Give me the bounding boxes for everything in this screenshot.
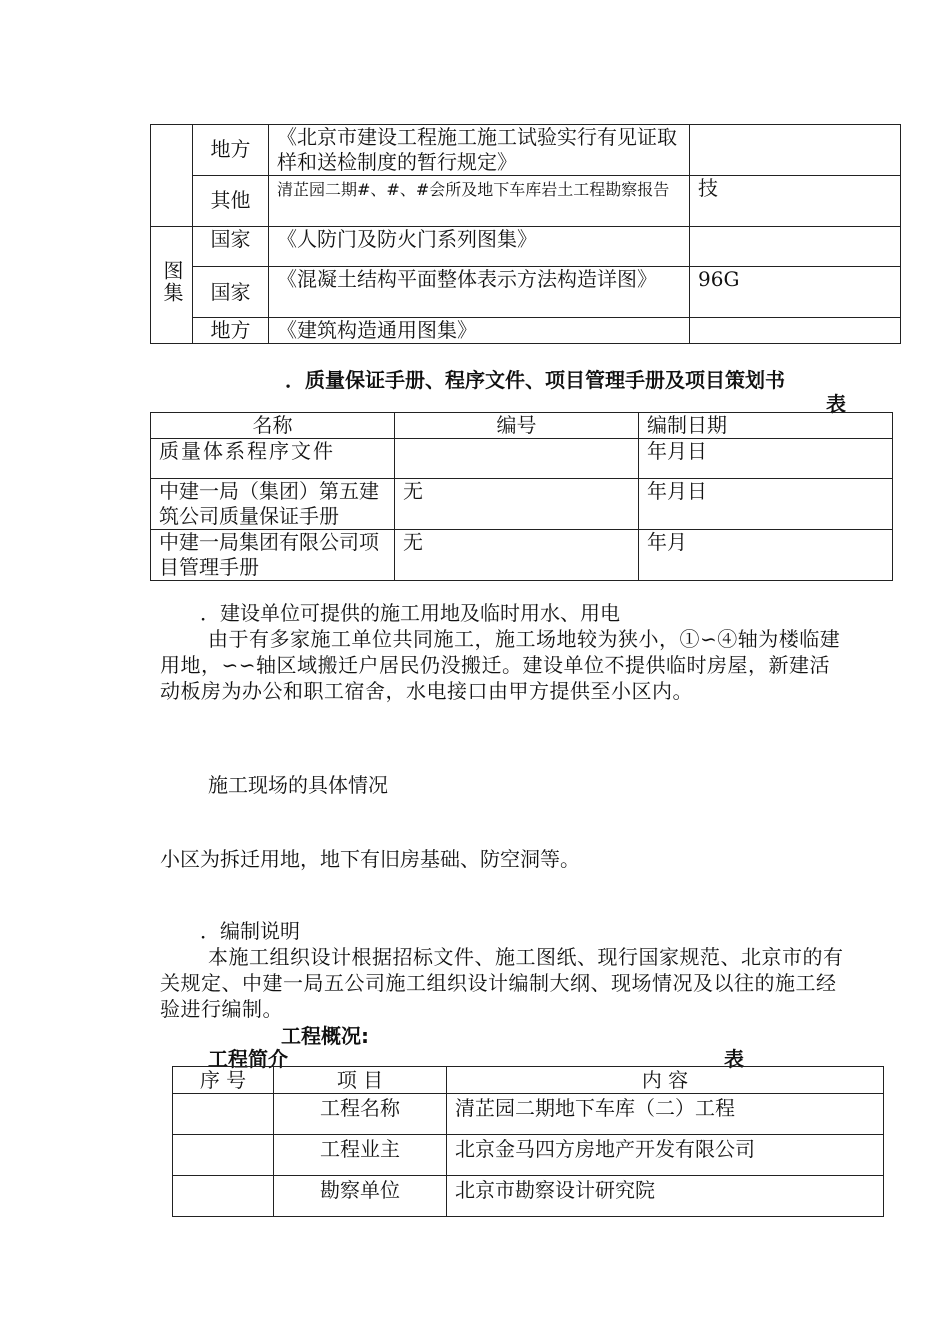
- group-label-cell: [151, 227, 193, 344]
- table-row: [151, 530, 893, 581]
- code-cell: [690, 227, 901, 267]
- code-cell: 无: [395, 479, 639, 530]
- table-row: [151, 125, 901, 176]
- date-cell: 年月日: [639, 439, 893, 479]
- table-row: [173, 1176, 884, 1217]
- content-cell: 北京金马四方房地产开发有限公司: [447, 1135, 884, 1176]
- header-no: 序 号: [173, 1067, 274, 1094]
- header-name: 名称: [151, 413, 395, 439]
- qa-section-title: ．质量保证手册、程序文件、项目管理手册及项目策划书: [285, 368, 785, 392]
- item-cell: 工程名称: [274, 1094, 447, 1135]
- code-cell: [690, 318, 901, 344]
- group-cell-empty: [151, 125, 193, 227]
- item-cell: 勘察单位: [274, 1176, 447, 1217]
- header-code: 编号: [395, 413, 639, 439]
- type-cell: 国家: [193, 267, 269, 318]
- table-header-row: [173, 1067, 884, 1094]
- content-cell: 北京市勘察设计研究院: [447, 1176, 884, 1217]
- content-cell: 清芷园二期#、#、#会所及地下车库岩土工程勘察报告: [269, 176, 690, 227]
- standards-table: [150, 124, 901, 344]
- compile-section-body: 本施工组织设计根据招标文件、施工图纸、现行国家规范、北京市的有关规定、中建一局五公司施工组织设计编制大纲、现场情况及以往的施工经验进行编制。: [160, 945, 844, 1021]
- table-row: [151, 227, 901, 267]
- date-cell: 年月: [639, 530, 893, 581]
- code-cell: 技: [690, 176, 901, 227]
- content-cell: 《北京市建设工程施工施工试验实行有见证取样和送检制度的暂行规定》: [269, 125, 690, 176]
- table3-caption-tail: 表: [724, 1047, 744, 1071]
- site-section-title: ．建设单位可提供的施工用地及临时用水、用电: [200, 601, 620, 625]
- table-header-row: [151, 413, 893, 439]
- content-cell: 《混凝土结构平面整体表示方法构造详图》: [269, 267, 690, 318]
- no-cell: [173, 1135, 274, 1176]
- no-cell: [173, 1094, 274, 1135]
- content-cell: 《建筑构造通用图集》: [269, 318, 690, 344]
- content-cell: 清芷园二期地下车库（二）工程: [447, 1094, 884, 1135]
- table3-caption: 工程简介: [208, 1047, 288, 1071]
- type-cell: 地方: [193, 125, 269, 176]
- table-row: [151, 439, 893, 479]
- type-cell: 地方: [193, 318, 269, 344]
- qa-documents-table: [150, 412, 893, 581]
- header-item: 项 目: [274, 1067, 447, 1094]
- table-row: [173, 1135, 884, 1176]
- site-conditions-body: 小区为拆迁用地，地下有旧房基础、防空洞等。: [160, 847, 580, 871]
- header-content: 内 容: [447, 1067, 884, 1094]
- type-cell: 其他: [193, 176, 269, 227]
- code-cell: 96G: [690, 267, 901, 318]
- date-cell: 年月日: [639, 479, 893, 530]
- no-cell: [173, 1176, 274, 1217]
- name-cell: 质量体系程序文件: [151, 439, 395, 479]
- code-cell: [395, 439, 639, 479]
- qa-section-title-tail: 表: [826, 392, 846, 416]
- header-date: 编制日期: [639, 413, 893, 439]
- table-row: [151, 479, 893, 530]
- code-cell: 无: [395, 530, 639, 581]
- overview-title: 工程概况:: [281, 1024, 369, 1048]
- content-cell: 《人防门及防火门系列图集》: [269, 227, 690, 267]
- compile-section-title: ．编制说明: [200, 919, 300, 943]
- table-row: [151, 176, 901, 227]
- name-cell: 中建一局集团有限公司项目管理手册: [151, 530, 395, 581]
- site-section-body: 由于有多家施工单位共同施工，施工场地较为狭小，①∽④轴为楼临建用地，∽∽轴区域搬迁户居民仍没搬迁。建设单位不提供临时房屋，新建活动板房为办公和职工宿舍，水电接口由甲方提供至小区内。: [160, 627, 841, 703]
- name-cell: 中建一局（集团）第五建筑公司质量保证手册: [151, 479, 395, 530]
- table-row: [151, 318, 901, 344]
- type-cell: 国家: [193, 227, 269, 267]
- group-label: 图集: [160, 260, 184, 304]
- table-row: [173, 1094, 884, 1135]
- site-conditions-title: 施工现场的具体情况: [208, 773, 388, 797]
- project-brief-table: [172, 1066, 884, 1217]
- table-row: [151, 267, 901, 318]
- item-cell: 工程业主: [274, 1135, 447, 1176]
- code-cell: [690, 125, 901, 176]
